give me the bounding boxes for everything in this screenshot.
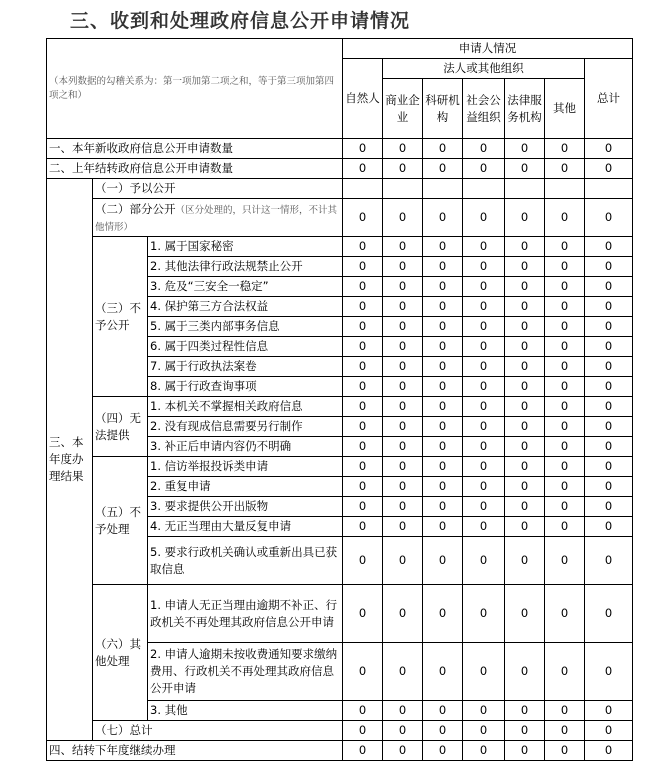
table-row xyxy=(47,159,633,179)
table-row xyxy=(47,721,633,741)
value-cell: 0 xyxy=(343,457,383,477)
value-cell: 0 xyxy=(343,721,383,741)
value-cell: 0 xyxy=(545,337,585,357)
value-cell: 0 xyxy=(383,585,423,643)
item-label: 2. 重复申请 xyxy=(148,477,343,497)
value-cell: 0 xyxy=(505,199,545,237)
value-cell: 0 xyxy=(545,199,585,237)
item-label: 2. 其他法律行政法规禁止公开 xyxy=(148,257,343,277)
item-label: 2. 申请人逾期未按收费通知要求缴纳费用、行政机关不再处理其政府信息公开申请 xyxy=(148,643,343,701)
table-row xyxy=(47,397,633,417)
value-cell: 0 xyxy=(505,337,545,357)
value-cell: 0 xyxy=(505,497,545,517)
value-cell: 0 xyxy=(423,297,463,317)
value-cell: 0 xyxy=(505,159,545,179)
value-cell: 0 xyxy=(383,377,423,397)
group-label: （六）其他处理 xyxy=(93,585,148,721)
value-cell-empty xyxy=(545,179,585,199)
table-row xyxy=(47,741,633,761)
group-label: （七）总计 xyxy=(93,721,343,741)
value-cell: 0 xyxy=(545,297,585,317)
value-cell: 0 xyxy=(463,417,505,437)
value-cell: 0 xyxy=(383,337,423,357)
value-cell: 0 xyxy=(343,437,383,457)
value-cell: 0 xyxy=(423,317,463,337)
value-cell: 0 xyxy=(463,377,505,397)
item-label: 1. 本机关不掌握相关政府信息 xyxy=(148,397,343,417)
item-label: 3. 其他 xyxy=(148,701,343,721)
value-cell: 0 xyxy=(545,701,585,721)
value-cell: 0 xyxy=(463,237,505,257)
value-cell: 0 xyxy=(463,139,505,159)
value-cell-empty xyxy=(585,179,633,199)
value-cell: 0 xyxy=(463,457,505,477)
group-label xyxy=(93,199,343,237)
value-cell: 0 xyxy=(505,537,545,585)
value-cell-empty xyxy=(383,179,423,199)
value-cell: 0 xyxy=(585,643,633,701)
value-cell: 0 xyxy=(423,257,463,277)
value-cell: 0 xyxy=(343,537,383,585)
value-cell: 0 xyxy=(545,477,585,497)
group-label: （四）无法提供 xyxy=(93,397,148,457)
item-label: 3. 要求提供公开出版物 xyxy=(148,497,343,517)
value-cell: 0 xyxy=(585,397,633,417)
value-cell: 0 xyxy=(423,741,463,761)
value-cell: 0 xyxy=(505,377,545,397)
value-cell: 0 xyxy=(423,585,463,643)
group-label-text: （二）部分公开 xyxy=(95,201,176,216)
value-cell: 0 xyxy=(343,277,383,297)
value-cell: 0 xyxy=(383,643,423,701)
value-cell: 0 xyxy=(423,397,463,417)
value-cell: 0 xyxy=(463,701,505,721)
value-cell: 0 xyxy=(585,701,633,721)
value-cell: 0 xyxy=(545,397,585,417)
table-row xyxy=(47,139,633,159)
item-label: 3. 危及“三安全一稳定” xyxy=(148,277,343,297)
value-cell: 0 xyxy=(463,357,505,377)
item-label: 2. 没有现成信息需要另行制作 xyxy=(148,417,343,437)
value-cell: 0 xyxy=(343,477,383,497)
item-label: 1. 信访举报投诉类申请 xyxy=(148,457,343,477)
value-cell: 0 xyxy=(585,497,633,517)
value-cell: 0 xyxy=(343,701,383,721)
value-cell: 0 xyxy=(423,457,463,477)
value-cell: 0 xyxy=(545,497,585,517)
value-cell: 0 xyxy=(383,159,423,179)
value-cell: 0 xyxy=(545,277,585,297)
value-cell: 0 xyxy=(343,397,383,417)
value-cell: 0 xyxy=(423,643,463,701)
table-row xyxy=(47,179,633,199)
page-title: 三、收到和处理政府信息公开申请情况 xyxy=(70,10,411,32)
disclosure-table xyxy=(46,38,633,761)
item-label: 3. 补正后申请内容仍不明确 xyxy=(148,437,343,457)
value-cell: 0 xyxy=(505,437,545,457)
value-cell: 0 xyxy=(383,317,423,337)
value-cell: 0 xyxy=(383,257,423,277)
value-cell: 0 xyxy=(383,701,423,721)
value-cell: 0 xyxy=(383,357,423,377)
value-cell: 0 xyxy=(343,377,383,397)
value-cell: 0 xyxy=(343,237,383,257)
value-cell: 0 xyxy=(585,357,633,377)
value-cell: 0 xyxy=(463,741,505,761)
value-cell: 0 xyxy=(505,643,545,701)
value-cell: 0 xyxy=(585,159,633,179)
value-cell: 0 xyxy=(545,357,585,377)
group-label: （一）予以公开 xyxy=(93,179,343,199)
value-cell: 0 xyxy=(545,237,585,257)
value-cell: 0 xyxy=(545,417,585,437)
value-cell: 0 xyxy=(343,257,383,277)
value-cell: 0 xyxy=(463,257,505,277)
value-cell: 0 xyxy=(463,437,505,457)
value-cell: 0 xyxy=(585,585,633,643)
value-cell: 0 xyxy=(545,257,585,277)
value-cell: 0 xyxy=(585,257,633,277)
value-cell: 0 xyxy=(343,317,383,337)
value-cell: 0 xyxy=(423,277,463,297)
value-cell: 0 xyxy=(545,585,585,643)
item-label: 1. 属于国家秘密 xyxy=(148,237,343,257)
value-cell: 0 xyxy=(505,397,545,417)
value-cell: 0 xyxy=(383,397,423,417)
value-cell: 0 xyxy=(423,199,463,237)
item-label: 4. 保护第三方合法权益 xyxy=(148,297,343,317)
value-cell: 0 xyxy=(463,477,505,497)
item-label: 8. 属于行政查询事项 xyxy=(148,377,343,397)
header-legal-service: 法律服务机构 xyxy=(505,79,545,139)
value-cell: 0 xyxy=(423,701,463,721)
value-cell: 0 xyxy=(545,721,585,741)
value-cell: 0 xyxy=(383,477,423,497)
value-cell: 0 xyxy=(383,741,423,761)
header-natural-person: 自然人 xyxy=(343,59,383,139)
value-cell: 0 xyxy=(383,437,423,457)
value-cell: 0 xyxy=(585,297,633,317)
value-cell: 0 xyxy=(585,199,633,237)
value-cell: 0 xyxy=(383,277,423,297)
section-three-label: 三、本年度办理结果 xyxy=(47,179,93,741)
row-label: 四、结转下年度继续办理 xyxy=(47,741,343,761)
value-cell: 0 xyxy=(585,537,633,585)
value-cell: 0 xyxy=(463,297,505,317)
header-applicant: 申请人情况 xyxy=(343,39,633,59)
value-cell: 0 xyxy=(423,517,463,537)
value-cell: 0 xyxy=(463,517,505,537)
value-cell: 0 xyxy=(423,721,463,741)
value-cell: 0 xyxy=(343,643,383,701)
value-cell: 0 xyxy=(423,357,463,377)
value-cell: 0 xyxy=(463,159,505,179)
value-cell: 0 xyxy=(423,377,463,397)
value-cell: 0 xyxy=(585,417,633,437)
value-cell: 0 xyxy=(505,277,545,297)
value-cell: 0 xyxy=(545,537,585,585)
value-cell: 0 xyxy=(505,297,545,317)
value-cell: 0 xyxy=(463,277,505,297)
value-cell: 0 xyxy=(505,721,545,741)
header-total: 总计 xyxy=(585,59,633,139)
value-cell: 0 xyxy=(505,257,545,277)
value-cell: 0 xyxy=(585,139,633,159)
value-cell: 0 xyxy=(343,517,383,537)
value-cell-empty xyxy=(463,179,505,199)
value-cell: 0 xyxy=(343,337,383,357)
value-cell: 0 xyxy=(585,317,633,337)
value-cell: 0 xyxy=(505,585,545,643)
value-cell-empty xyxy=(423,179,463,199)
value-cell: 0 xyxy=(343,357,383,377)
value-cell: 0 xyxy=(545,457,585,477)
value-cell: 0 xyxy=(585,741,633,761)
header-research: 科研机构 xyxy=(423,79,463,139)
value-cell: 0 xyxy=(585,517,633,537)
item-label: 6. 属于四类过程性信息 xyxy=(148,337,343,357)
value-cell: 0 xyxy=(585,337,633,357)
value-cell: 0 xyxy=(343,741,383,761)
value-cell: 0 xyxy=(545,139,585,159)
item-label: 5. 属于三类内部事务信息 xyxy=(148,317,343,337)
value-cell: 0 xyxy=(505,517,545,537)
value-cell: 0 xyxy=(383,237,423,257)
table-row xyxy=(47,457,633,477)
header-note: （本列数据的勾稽关系为：第一项加第二项之和，等于第三项加第四项之和） xyxy=(47,39,343,139)
value-cell: 0 xyxy=(585,237,633,257)
table-row xyxy=(47,237,633,257)
value-cell: 0 xyxy=(505,357,545,377)
value-cell: 0 xyxy=(505,477,545,497)
table-row xyxy=(47,585,633,643)
group-label: （三）不予公开 xyxy=(93,237,148,397)
value-cell: 0 xyxy=(423,237,463,257)
value-cell: 0 xyxy=(585,477,633,497)
value-cell: 0 xyxy=(343,417,383,437)
value-cell: 0 xyxy=(585,377,633,397)
value-cell: 0 xyxy=(545,377,585,397)
value-cell: 0 xyxy=(383,417,423,437)
value-cell: 0 xyxy=(505,237,545,257)
value-cell: 0 xyxy=(505,417,545,437)
value-cell: 0 xyxy=(585,457,633,477)
value-cell: 0 xyxy=(505,741,545,761)
value-cell: 0 xyxy=(383,139,423,159)
value-cell: 0 xyxy=(343,497,383,517)
value-cell: 0 xyxy=(423,417,463,437)
table-row xyxy=(47,199,633,237)
value-cell: 0 xyxy=(545,437,585,457)
value-cell: 0 xyxy=(423,337,463,357)
value-cell: 0 xyxy=(423,437,463,457)
header-social: 社会公益组织 xyxy=(463,79,505,139)
header-business: 商业企业 xyxy=(383,79,423,139)
value-cell: 0 xyxy=(423,139,463,159)
value-cell: 0 xyxy=(505,317,545,337)
row-label: 二、上年结转政府信息公开申请数量 xyxy=(47,159,343,179)
value-cell: 0 xyxy=(463,317,505,337)
value-cell: 0 xyxy=(505,701,545,721)
row-label: 一、本年新收政府信息公开申请数量 xyxy=(47,139,343,159)
value-cell: 0 xyxy=(463,397,505,417)
value-cell: 0 xyxy=(423,537,463,585)
value-cell: 0 xyxy=(343,159,383,179)
item-label: 7. 属于行政执法案卷 xyxy=(148,357,343,377)
value-cell: 0 xyxy=(343,297,383,317)
value-cell: 0 xyxy=(383,537,423,585)
group-label-note: （区分处理的，只计这一情形，不计其他情形） xyxy=(95,204,338,233)
value-cell: 0 xyxy=(585,721,633,741)
value-cell: 0 xyxy=(383,517,423,537)
value-cell: 0 xyxy=(585,277,633,297)
value-cell: 0 xyxy=(423,477,463,497)
value-cell: 0 xyxy=(463,585,505,643)
value-cell: 0 xyxy=(463,721,505,741)
value-cell: 0 xyxy=(383,199,423,237)
value-cell: 0 xyxy=(545,317,585,337)
value-cell: 0 xyxy=(463,199,505,237)
value-cell: 0 xyxy=(423,159,463,179)
value-cell: 0 xyxy=(545,159,585,179)
value-cell: 0 xyxy=(545,643,585,701)
value-cell: 0 xyxy=(343,585,383,643)
value-cell: 0 xyxy=(545,517,585,537)
value-cell: 0 xyxy=(505,457,545,477)
value-cell-empty xyxy=(505,179,545,199)
value-cell: 0 xyxy=(383,721,423,741)
value-cell: 0 xyxy=(463,643,505,701)
value-cell-empty xyxy=(343,179,383,199)
item-label: 4. 无正当理由大量反复申请 xyxy=(148,517,343,537)
header-legal-group: 法人或其他组织 xyxy=(383,59,585,79)
value-cell: 0 xyxy=(463,337,505,357)
value-cell: 0 xyxy=(383,497,423,517)
value-cell: 0 xyxy=(343,139,383,159)
item-label: 1. 申请人无正当理由逾期不补正、行政机关不再处理其政府信息公开申请 xyxy=(148,585,343,643)
value-cell: 0 xyxy=(545,741,585,761)
value-cell: 0 xyxy=(343,199,383,237)
value-cell: 0 xyxy=(463,537,505,585)
value-cell: 0 xyxy=(585,437,633,457)
item-label: 5. 要求行政机关确认或重新出具已获取信息 xyxy=(148,537,343,585)
value-cell: 0 xyxy=(463,497,505,517)
header-other: 其他 xyxy=(545,79,585,139)
group-label: （五）不予处理 xyxy=(93,457,148,585)
value-cell: 0 xyxy=(423,497,463,517)
value-cell: 0 xyxy=(383,457,423,477)
value-cell: 0 xyxy=(505,139,545,159)
value-cell: 0 xyxy=(383,297,423,317)
